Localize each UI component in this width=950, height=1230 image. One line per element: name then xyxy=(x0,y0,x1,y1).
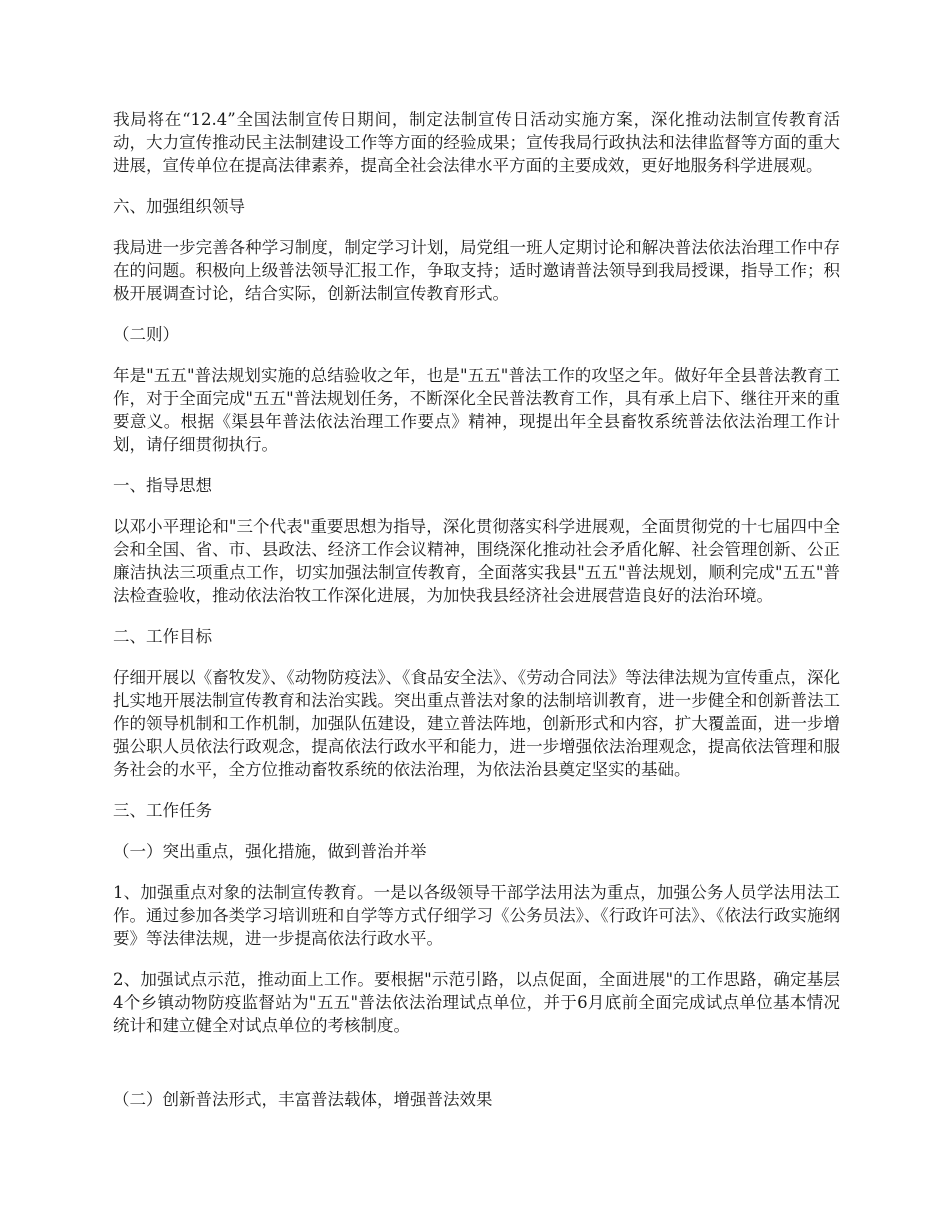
document-page xyxy=(113,108,840,1129)
section-heading-guiding-ideology: 一、指导思想 xyxy=(113,476,212,495)
section-heading-organization: 六、加强组织领导 xyxy=(113,197,245,216)
paragraph-guiding-ideology: 以邓小平理论和"三个代表"重要思想为指导，深化贯彻落实科学进展观，全面贯彻党的十七届四中全会和全国、省、市、县政法、经济工作会议精神，围绕深化推动社会矛盾化解、社会管理创新、公正廉洁执法三项重点工作，切实加强法制宣传教育，全面落实我县"五五"普法规划，顺利完成"五五"普法检查验收，推动依法治牧工作深化进展，为加快我县经济社会进展营造良好的法治环境。 xyxy=(113,517,840,605)
paragraph-legal-publicity-day: 我局将在“12.4”全国法制宣传日期间，制定法制宣传日活动实施方案，深化推动法制宣传教育活动，大力宣传推动民主法制建设工作等方面的经验成果；宣传我局行政执法和法律监督等方面的重大进展，宣传单位在提高法律素养，提高全社会法律水平方面的主要成效，更好地服务科学进展观。 xyxy=(113,110,840,175)
section-heading-second-part: （二则） xyxy=(113,325,179,344)
section-heading-work-goals: 二、工作目标 xyxy=(113,627,212,646)
subsection-heading-key-focus: （一）突出重点，强化措施，做到普治并举 xyxy=(113,842,427,861)
paragraph-task-1: 1、加强重点对象的法制宣传教育。一是以各级领导干部学法用法为重点，加强公务人员学法用法工作。通过参加各类学习培训班和自学等方式仔细学习《公务员法》、《行政许可法》、《依法行政实施纲要》等法律法规，进一步提高依法行政水平。 xyxy=(113,883,840,948)
paragraph-task-2: 2、加强试点示范，推动面上工作。要根据"示范引路，以点促面，全面进展"的工作思路，确定基层4个乡镇动物防疫监督站为"五五"普法依法治理试点单位，并于6月底前全面完成试点单位基本情况统计和建立健全对试点单位的考核制度。 xyxy=(113,970,840,1035)
subsection-heading-innovation: （二）创新普法形式，丰富普法载体，增强普法效果 xyxy=(113,1090,493,1109)
paragraph-five-year-plan: 年是"五五"普法规划实施的总结验收之年，也是"五五"普法工作的攻坚之年。做好年全县普法教育工作，对于全面完成"五五"普法规划任务，不断深化全民普法教育工作，具有承上启下、继往开来的重要意义。根据《渠县年普法依法治理工作要点》精神，现提出年全县畜牧系统普法依法治理工作计划，请仔细贯彻执行。 xyxy=(113,366,840,454)
paragraph-work-goals: 仔细开展以《畜牧发》、《动物防疫法》、《食品安全法》、《劳动合同法》等法律法规为宣传重点，深化扎实地开展法制宣传教育和法治实践。突出重点普法对象的法制培训教育，进一步健全和创新普法工作的领导机制和工作机制，加强队伍建设，建立普法阵地，创新形式和内容，扩大覆盖面，进一步增强公职人员依法行政观念，提高依法行政水平和能力，进一步增强依法治理观念，提高依法管理和服务社会的水平，全方位推动畜牧系统的依法治理，为依法治县奠定坚实的基础。 xyxy=(113,668,840,779)
paragraph-study-system: 我局进一步完善各种学习制度，制定学习计划，局党组一班人定期讨论和解决普法依法治理工作中存在的问题。积极向上级普法领导汇报工作，争取支持；适时邀请普法领导到我局授课，指导工作；积极开展调查讨论，结合实际，创新法制宣传教育形式。 xyxy=(113,238,840,303)
section-heading-work-tasks: 三、工作任务 xyxy=(113,801,212,820)
section-gap xyxy=(113,1055,840,1088)
